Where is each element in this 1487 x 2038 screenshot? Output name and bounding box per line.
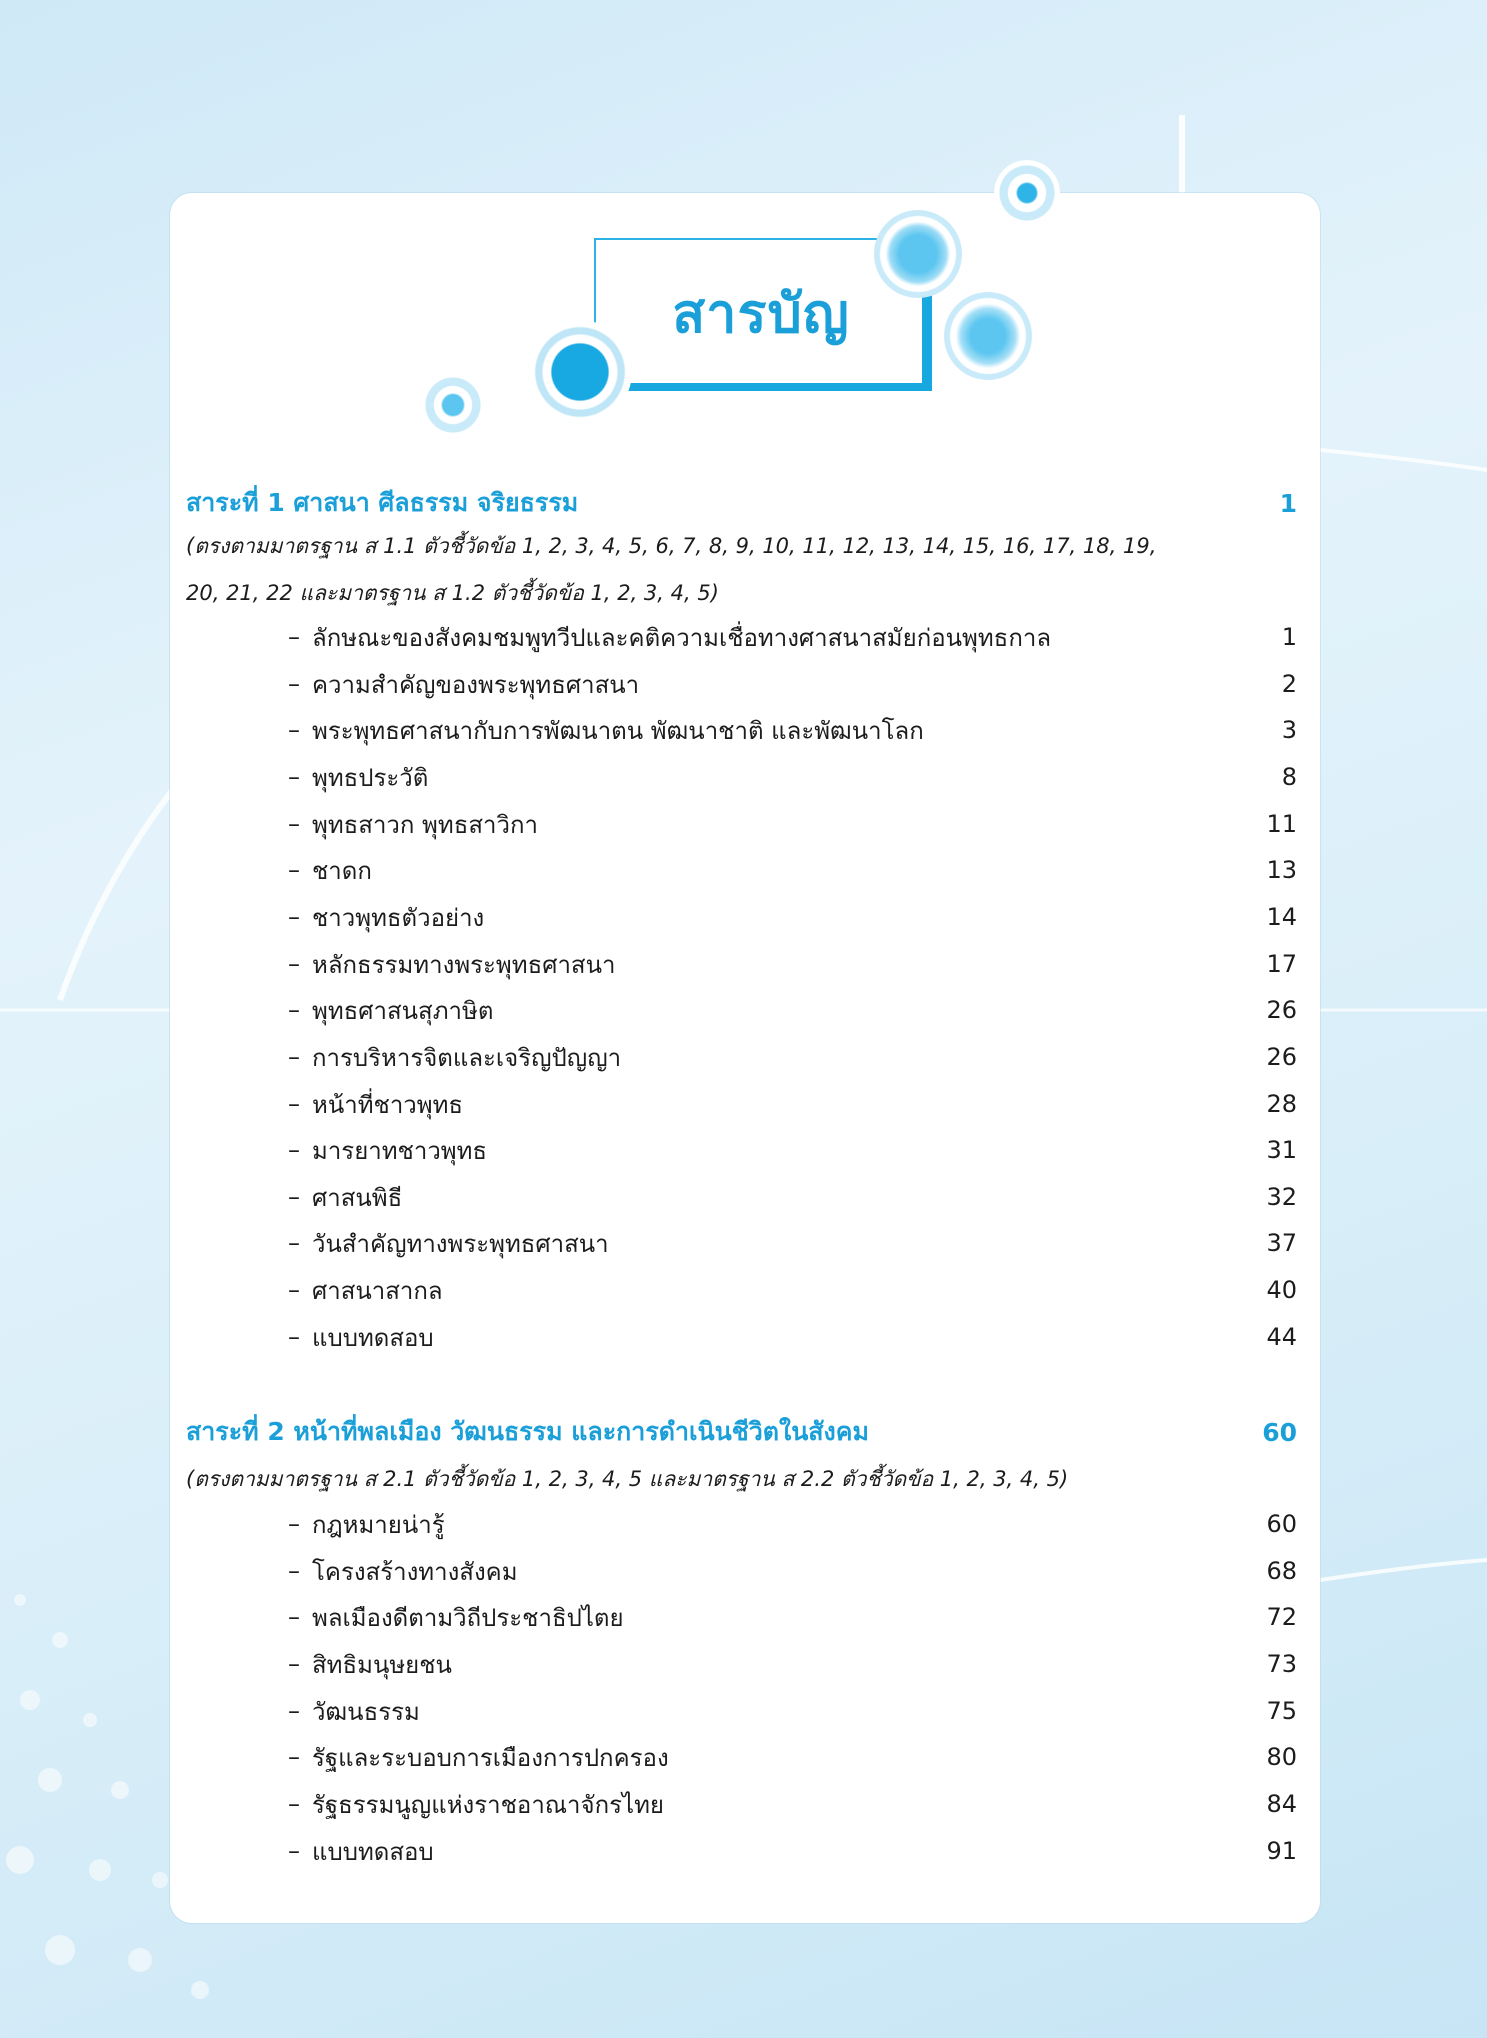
standards-note: (ตรงตามมาตรฐาน ส 1.1 ตัวชี้วัดข้อ 1, 2, 3, 4, 5, 6, 7, 8, 9, 10, 11, 12, 13, 14, 15, 16, 17, 18, 19, xyxy=(186,534,1157,558)
section-title: สาระที่ 2 หน้าที่พลเมือง วัฒนธรรม และการดำเนินชีวิตในสังคม xyxy=(186,1417,869,1446)
entry-title: พุทธสาวก พุทธสาวิกา xyxy=(312,810,538,839)
toc-entry[interactable] xyxy=(0,1220,1487,1266)
bullet-dash: – xyxy=(288,1743,300,1771)
page-title: สารบัญ xyxy=(672,282,850,345)
entry-page-number: 40 xyxy=(1266,1276,1297,1304)
entry-title: หลักธรรมทางพระพุทธศาสนา xyxy=(312,950,616,979)
bullet-dash: – xyxy=(288,763,300,791)
entry-page-number: 8 xyxy=(1281,763,1297,791)
toc-entry[interactable] xyxy=(0,847,1487,893)
entry-title: ชาวพุทธตัวอย่าง xyxy=(312,903,485,932)
entry-title: วันสำคัญทางพระพุทธศาสนา xyxy=(312,1229,609,1258)
bullet-dash: – xyxy=(288,1229,300,1257)
bullet-dash: – xyxy=(288,1603,300,1631)
bullet-dash: – xyxy=(288,1837,300,1865)
bubble-decoration xyxy=(528,320,632,424)
toc-entry[interactable] xyxy=(0,941,1487,987)
bullet-dash: – xyxy=(288,903,300,931)
section-heading[interactable] xyxy=(0,1409,1487,1455)
toc-entry[interactable] xyxy=(0,1034,1487,1080)
entry-title: หน้าที่ชาวพุทธ xyxy=(312,1090,464,1119)
entry-page-number: 68 xyxy=(1266,1557,1297,1585)
bubble-decoration xyxy=(994,160,1060,226)
bullet-dash: – xyxy=(288,670,300,698)
entry-title: รัฐและระบอบการเมืองการปกครอง xyxy=(312,1743,669,1772)
entry-page-number: 2 xyxy=(1281,670,1297,698)
bubble-decoration xyxy=(420,372,486,438)
toc-entry[interactable] xyxy=(0,1594,1487,1640)
entry-page-number: 80 xyxy=(1266,1743,1297,1771)
bullet-dash: – xyxy=(288,1183,300,1211)
entry-title: การบริหารจิตและเจริญปัญญา xyxy=(312,1043,622,1072)
toc-entry[interactable] xyxy=(0,1174,1487,1220)
entry-page-number: 37 xyxy=(1266,1229,1297,1257)
section-page-number: 60 xyxy=(1262,1417,1297,1447)
toc-entry[interactable] xyxy=(0,661,1487,707)
bullet-dash: – xyxy=(288,623,300,651)
entry-page-number: 72 xyxy=(1266,1603,1297,1631)
entry-page-number: 44 xyxy=(1266,1323,1297,1351)
bullet-dash: – xyxy=(288,1136,300,1164)
entry-title: มารยาทชาวพุทธ xyxy=(312,1136,488,1165)
bullet-dash: – xyxy=(288,1510,300,1538)
entry-page-number: 17 xyxy=(1266,950,1297,978)
entry-title: พลเมืองดีตามวิถีประชาธิปไตย xyxy=(312,1603,624,1632)
entry-page-number: 13 xyxy=(1266,856,1297,884)
entry-page-number: 28 xyxy=(1266,1090,1297,1118)
entry-page-number: 14 xyxy=(1266,903,1297,931)
toc-entry[interactable] xyxy=(0,1641,1487,1687)
toc-entry[interactable] xyxy=(0,1688,1487,1734)
entry-title: โครงสร้างทางสังคม xyxy=(312,1557,518,1586)
toc-entry[interactable] xyxy=(0,1548,1487,1594)
bullet-dash: – xyxy=(288,1276,300,1304)
bullet-dash: – xyxy=(288,1697,300,1725)
entry-page-number: 91 xyxy=(1266,1837,1297,1865)
bullet-dash: – xyxy=(288,1043,300,1071)
entry-page-number: 60 xyxy=(1266,1510,1297,1538)
entry-title: แบบทดสอบ xyxy=(312,1837,434,1866)
toc-entry[interactable] xyxy=(0,1734,1487,1780)
toc-entry[interactable] xyxy=(0,1127,1487,1173)
bullet-dash: – xyxy=(288,1090,300,1118)
entry-title: รัฐธรรมนูญแห่งราชอาณาจักรไทย xyxy=(312,1790,664,1819)
bullet-dash: – xyxy=(288,716,300,744)
toc-entry[interactable] xyxy=(0,707,1487,753)
standards-note: 20, 21, 22 และมาตรฐาน ส 1.2 ตัวชี้วัดข้อ 1, 2, 3, 4, 5) xyxy=(186,581,719,605)
section-title: สาระที่ 1 ศาสนา ศีลธรรม จริยธรรม xyxy=(186,488,579,517)
bullet-dash: – xyxy=(288,1557,300,1585)
entry-title: ความสำคัญของพระพุทธศาสนา xyxy=(312,670,640,699)
entry-title: พุทธศาสนสุภาษิต xyxy=(312,996,494,1025)
standards-note: (ตรงตามมาตรฐาน ส 2.1 ตัวชี้วัดข้อ 1, 2, 3, 4, 5 และมาตรฐาน ส 2.2 ตัวชี้วัดข้อ 1, 2, 3, 4, 5) xyxy=(186,1467,1069,1491)
toc-entry[interactable] xyxy=(0,1828,1487,1874)
bullet-dash: – xyxy=(288,1650,300,1678)
bullet-dash: – xyxy=(288,1323,300,1351)
entry-page-number: 1 xyxy=(1281,623,1297,651)
toc-entry[interactable] xyxy=(0,1267,1487,1313)
section-heading[interactable] xyxy=(0,480,1487,526)
entry-page-number: 75 xyxy=(1266,1697,1297,1725)
toc-entry[interactable] xyxy=(0,894,1487,940)
bubble-decoration xyxy=(874,210,962,298)
bullet-dash: – xyxy=(288,996,300,1024)
entry-title: ศาสนาสากล xyxy=(312,1276,443,1305)
bubble-decoration xyxy=(944,292,1032,380)
bullet-dash: – xyxy=(288,950,300,978)
toc-entry[interactable] xyxy=(0,614,1487,660)
entry-page-number: 26 xyxy=(1266,1043,1297,1071)
toc-entry[interactable] xyxy=(0,987,1487,1033)
entry-title: กฎหมายน่ารู้ xyxy=(312,1510,445,1539)
entry-title: ชาดก xyxy=(312,856,372,885)
entry-page-number: 11 xyxy=(1266,810,1297,838)
entry-page-number: 31 xyxy=(1266,1136,1297,1164)
entry-title: พุทธประวัติ xyxy=(312,763,429,792)
entry-title: แบบทดสอบ xyxy=(312,1323,434,1352)
entry-page-number: 3 xyxy=(1281,716,1297,744)
toc-entry[interactable] xyxy=(0,754,1487,800)
toc-entry[interactable] xyxy=(0,1781,1487,1827)
entry-title: พระพุทธศาสนากับการพัฒนาตน พัฒนาชาติ และพัฒนาโลก xyxy=(312,716,924,745)
toc-entry[interactable] xyxy=(0,1314,1487,1360)
entry-title: ศาสนพิธี xyxy=(312,1183,403,1212)
toc-entry[interactable] xyxy=(0,801,1487,847)
section-page-number: 1 xyxy=(1279,488,1297,518)
entry-page-number: 26 xyxy=(1266,996,1297,1024)
entry-title: วัฒนธรรม xyxy=(312,1697,420,1726)
entry-page-number: 84 xyxy=(1266,1790,1297,1818)
bullet-dash: – xyxy=(288,810,300,838)
bullet-dash: – xyxy=(288,1790,300,1818)
entry-page-number: 73 xyxy=(1266,1650,1297,1678)
entry-title: สิทธิมนุษยชน xyxy=(312,1650,452,1679)
title-box xyxy=(600,243,922,383)
toc-entry[interactable] xyxy=(0,1501,1487,1547)
toc-entry[interactable] xyxy=(0,1081,1487,1127)
entry-page-number: 32 xyxy=(1266,1183,1297,1211)
entry-title: ลักษณะของสังคมชมพูทวีปและคติความเชื่อทางศาสนาสมัยก่อนพุทธกาล xyxy=(312,623,1052,652)
bullet-dash: – xyxy=(288,856,300,884)
